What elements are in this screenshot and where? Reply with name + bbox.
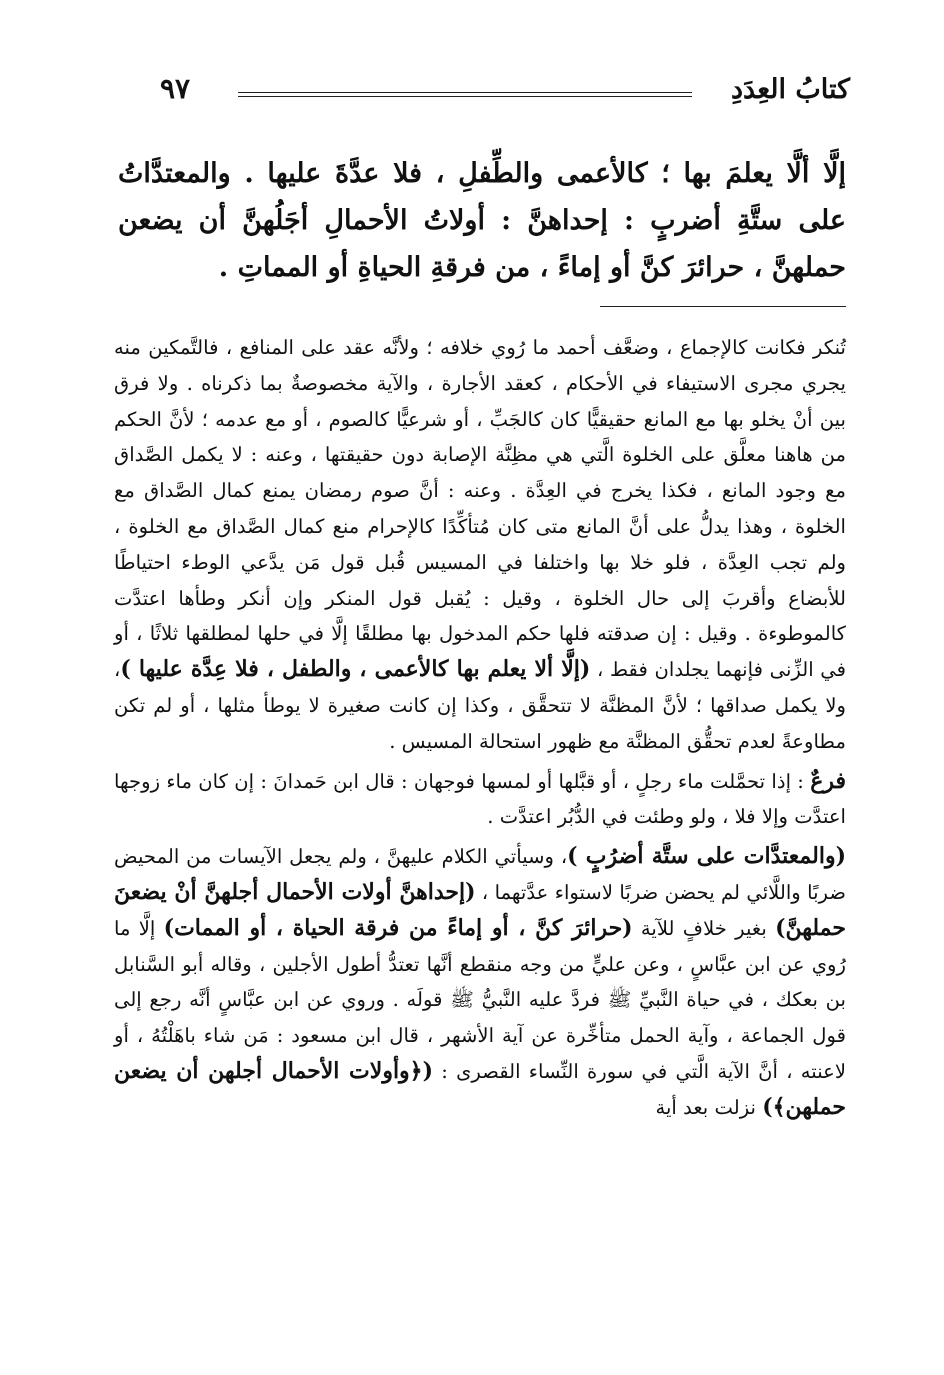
page-number: ٩٧	[160, 72, 191, 105]
commentary-text: ، ولا يكمل صداقها ؛ لأنَّ المظنَّة لا تتحقَّق ، وكذا إن كانت صغيرة لا يوطأ مثلها ، أو لم تكن مطاوعةً لعدم تحقُّق المظنَّة مع ظهور استحالة المسيس .	[114, 658, 846, 753]
commentary-text: : إذا تحمَّلت ماء رجلٍ ، أو قبَّلها أو لمسها فوجهان : قال ابن حَمدانَ : إن كان ماء زوجها اعتدَّت وإلا فلا ، ولو وطئت في الدُّبُر اعتدَّت .	[114, 769, 846, 829]
commentary-paragraph-3	[114, 839, 846, 1125]
commentary-paragraph-2	[114, 764, 846, 836]
commentary-paragraph-1	[114, 330, 846, 760]
commentary-text: تُنكر فكانت كالإجماع ، وضعَّف أحمد ما رُوي خلافه ؛ ولأنَّه عقد على المنافع ، فالتَّمكين منه يجري مجرى الاستيفاء في الأحكام ، كعقد الأجارة ، والآية مخصوصةٌ بما ذكرناه . ولا فرق بين أنْ يخلو بها مع المانع حقيقيًّا كان كالجَبِّ ، أو شرعيًّا كالصوم ، أو مع عدمه ؛ لأنَّ الحكم من هاهنا معلَّق على الخلوة الَّتي هي مظِنَّة الإصابة دون حقيقتها ، وعنه : لا يكمل الصَّداق مع وجود المانع ، فكذا يخرج في العِدَّة . وعنه : أنَّ صوم رمضان يمنع كمال الصَّداق مع الخلوة ، وهذا يدلُّ على أنَّ المانع متى كان مُتأكِّدًا كالإحرام منع كمال الصَّداق مع الخلوة ، ولم تجب العِدَّة ، فلو خلا بها واختلفا في المسيس قُبل قول مَن يدَّعي الوطء احتياطًا للأبضاع وأقربَ إلى حال الخلوة ، وقيل : يُقبل قول المنكر وإن أنكر وطأها اعتدَّت كالموطوءة . وقيل : إن صدقته فلها حكم المدخول بها مطلقًا إلَّا في حلها لمطلقها ثلاثًا ، أو في الزِّنى فإنهما يجلدان فقط ،	[114, 336, 847, 682]
commentary-text: نزلت بعد أية	[655, 1095, 756, 1119]
section-label: فرعٌ	[810, 767, 847, 794]
main-text	[118, 150, 846, 291]
page-header	[160, 72, 850, 112]
header-rule	[238, 92, 692, 97]
quoted-main-text: (حرائرَ كنَّ ، أو إماءً من فرقة الحياة ، أو الممات)	[163, 914, 633, 941]
quran-quote: (﴿وأولات الأحمال أجلهن أن يضعن حملهن﴾)	[114, 1057, 846, 1120]
commentary-text: إلَّا ما رُوي عن ابن عبَّاسٍ ، وعن عليٍّ من وجه منقطع أنَّها تعتدُّ أطول الأجلين ، وقاله أبو السَّنابل بن بعكك ، في حياة النَّبيِّ ﷺ فردَّ عليه النَّبيُّ ﷺ قولَه . وروي عن ابن عبَّاسٍ أنَّه رجع إلى قول الجماعة ، وآية الحمل متأخِّرة عن آية الأشهر ، قال ابن مسعود : مَن شاء باهَلْتُهُ ، أو لاعنته ، أنَّ الآية الَّتي في سورة النِّساء القصرى :	[114, 916, 846, 1083]
commentary	[114, 330, 846, 1130]
running-title: كتابُ العِدَدِ	[731, 74, 850, 105]
footnote-separator	[600, 306, 846, 307]
quoted-main-text: (إحداهنَّ أولات الأحمال أجلهنَّ أنْ يضعنَ حملهنَّ)	[114, 878, 846, 941]
quoted-main-text: (إلَّا ألا يعلم بها كالأعمى ، والطفل ، فلا عِدَّة عليها )	[120, 656, 591, 683]
main-text-paragraph: إلَّا ألَّا يعلمَ بها ؛ كالأعمى والطِّفلِ ، فلا عدَّةَ عليها . والمعتدَّاتُ على ستَّةِ أضربٍ : إحداهنَّ : أولاتُ الأحمالِ أجَلُهنَّ أن يضعن حملهنَّ ، حرائرَ كنَّ أو إماءً ، من فرقةِ الحياةِ أو المماتِ .	[118, 158, 846, 283]
commentary-text: بغير خلافٍ للآية	[640, 916, 767, 940]
quoted-main-text: (والمعتدَّات على ستَّة أضرُبٍ )	[567, 843, 846, 870]
commentary-text: ، وسيأتي الكلام عليهنَّ ، ولم يجعل الآيسات من المحيض ضربًا واللَّائي لم يحضن ضربًا لاستواء عدَّتهما ،	[114, 845, 846, 904]
